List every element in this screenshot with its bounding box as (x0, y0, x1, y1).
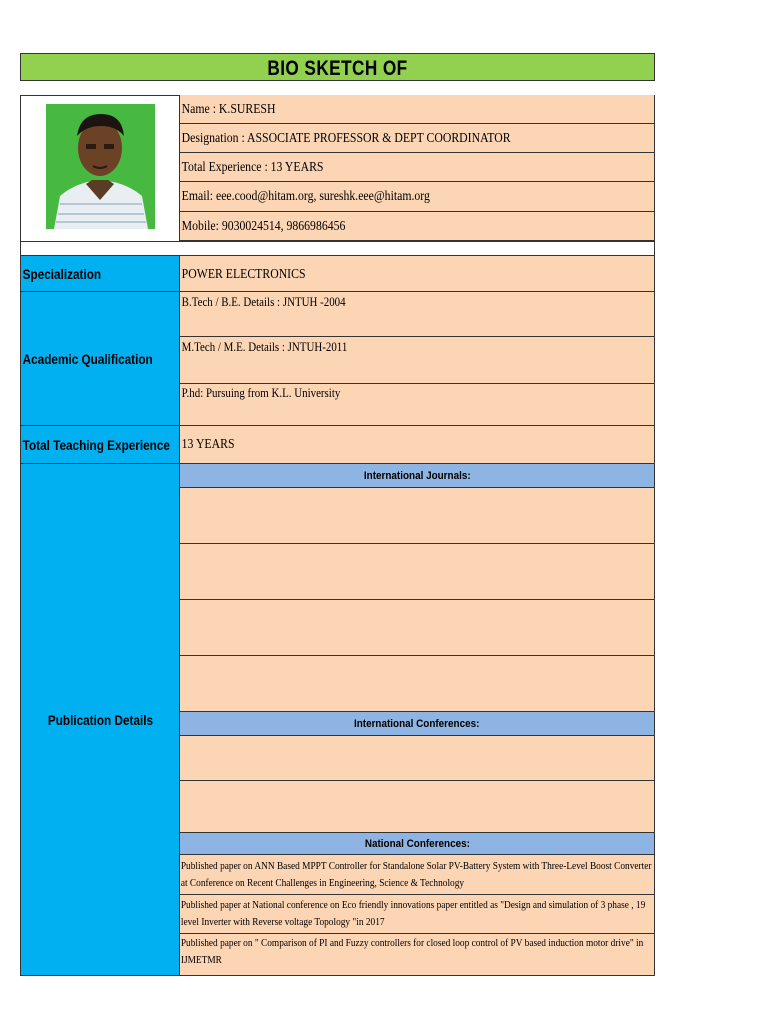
academic-mtech: M.Tech / M.E. Details : JNTUH-2011 (180, 337, 655, 384)
specialization-value: POWER ELECTRONICS (180, 255, 655, 292)
intl-journal-row (180, 488, 655, 544)
natl-conferences-header: National Conferences: (180, 833, 655, 855)
intl-conference-row (180, 781, 655, 833)
profile-designation: Designation : ASSOCIATE PROFESSOR & DEPT COORDINATOR (180, 124, 655, 153)
teaching-label: Total Teaching Experience (20, 426, 180, 464)
specialization-label: Specialization (20, 255, 180, 292)
intl-journal-row (180, 544, 655, 600)
profile-name: Name : K.SURESH (180, 95, 655, 124)
profile-email: Email: eee.cood@hitam.org, sureshk.eee@hitam.org (180, 182, 655, 212)
profile-experience: Total Experience : 13 YEARS (180, 153, 655, 182)
intl-journal-row (180, 656, 655, 712)
profile-mobile: Mobile: 9030024514, 9866986456 (180, 212, 655, 241)
natl-conference-item: Published paper at National conference on Eco friendly innovations paper entitled as "Design and simulation of 3 phase , 19 level Inverter with Reverse voltage Topology "in 2017 (180, 895, 655, 934)
intl-journal-row (180, 600, 655, 656)
intl-journals-header: International Journals: (180, 464, 655, 488)
publication-label: Publication Details (20, 464, 180, 976)
page-title: BIO SKETCH OF (20, 53, 655, 81)
academic-phd: P.hd: Pursuing from K.L. University (180, 384, 655, 426)
natl-conference-item: Published paper on " Comparison of PI and Fuzzy controllers for closed loop control of PV based induction motor drive" in IJMETMR (180, 934, 655, 976)
teaching-value: 13 YEARS (180, 426, 655, 464)
natl-conference-item: Published paper on ANN Based MPPT Controller for Standalone Solar PV-Battery System with Three-Level Boost Converter at Conference on Recent Challenges in Engineering, Science & Technology (180, 855, 655, 895)
academic-label: Academic Qualification (20, 292, 180, 426)
photo-cell (20, 95, 180, 241)
intl-conference-row (180, 736, 655, 781)
academic-btech: B.Tech / B.E. Details : JNTUH -2004 (180, 292, 655, 337)
divider (20, 241, 655, 242)
avatar (46, 104, 155, 229)
intl-conferences-header: International Conferences: (180, 712, 655, 736)
